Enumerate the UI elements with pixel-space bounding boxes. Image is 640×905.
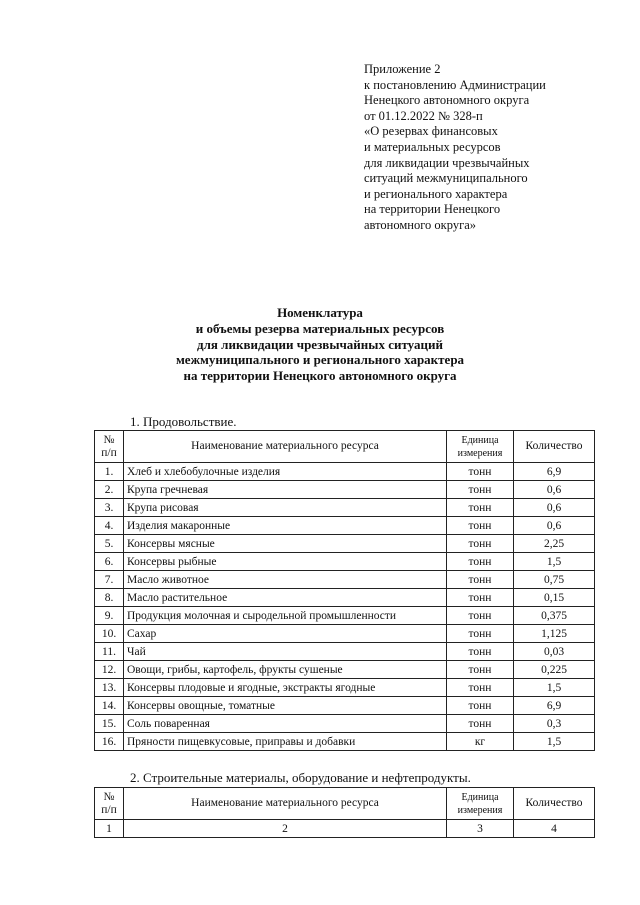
table-row: [95, 463, 595, 481]
row-unit: тонн: [447, 625, 514, 643]
row-quantity: 0,03: [514, 643, 595, 661]
row-name: Консервы рыбные: [124, 553, 447, 571]
header-unit-line1: Единица: [461, 791, 499, 803]
title-line: Номенклатура: [277, 305, 363, 320]
header-number: [95, 788, 124, 820]
table-row: [95, 679, 595, 697]
row-name: Пряности пищевкусовые, приправы и добавки: [124, 733, 447, 751]
column-number-row: [95, 820, 595, 838]
header-quantity: Количество: [514, 788, 595, 820]
column-number-4: 4: [514, 820, 595, 838]
row-number: 13.: [95, 679, 124, 697]
row-quantity: 1,5: [514, 679, 595, 697]
header-unit-line2: измерения: [457, 447, 503, 459]
row-unit: тонн: [447, 535, 514, 553]
header-name: Наименование материального ресурса: [124, 431, 447, 463]
title-line: на территории Ненецкого автономного округа: [183, 368, 457, 384]
appendix-line: автономного округа»: [364, 217, 477, 232]
row-unit: тонн: [447, 715, 514, 733]
row-unit: тонн: [447, 607, 514, 625]
row-number: 6.: [95, 553, 124, 571]
header-unit: [447, 431, 514, 463]
appendix-line: Ненецкого автономного округа: [364, 93, 530, 108]
row-unit: тонн: [447, 517, 514, 535]
table-row: [95, 499, 595, 517]
row-name: Чай: [124, 643, 447, 661]
row-unit: тонн: [447, 697, 514, 715]
header-unit-line2: измерения: [457, 804, 503, 816]
appendix-line: Приложение 2: [364, 62, 441, 76]
row-unit: тонн: [447, 571, 514, 589]
row-unit: кг: [447, 733, 514, 751]
row-name: Овощи, грибы, картофель, фрукты сушеные: [124, 661, 447, 679]
row-name: Соль поваренная: [124, 715, 447, 733]
row-quantity: 6,9: [514, 463, 595, 481]
title-line: и объемы резерва материальных ресурсов: [195, 320, 445, 336]
table-row: [95, 733, 595, 751]
row-quantity: 0,6: [514, 499, 595, 517]
row-quantity: 0,375: [514, 607, 595, 625]
appendix-block: [364, 62, 626, 234]
header-number: [95, 431, 124, 463]
header-number-line2: п/п: [101, 446, 117, 459]
section-2-heading: 2. Строительные материалы, оборудование и нефтепродукты.: [130, 770, 471, 785]
food-resources-table: [94, 430, 595, 751]
row-number: 15.: [95, 715, 124, 733]
row-quantity: 0,15: [514, 589, 595, 607]
row-number: 10.: [95, 625, 124, 643]
row-unit: тонн: [447, 589, 514, 607]
row-number: 11.: [95, 643, 124, 661]
header-number-line1: №: [103, 790, 115, 803]
row-number: 4.: [95, 517, 124, 535]
column-number-2: 2: [124, 820, 447, 838]
row-number: 1.: [95, 463, 124, 481]
document-title: [60, 305, 580, 384]
row-quantity: 6,9: [514, 697, 595, 715]
section-1-heading: 1. Продовольствие.: [130, 414, 237, 429]
row-number: 14.: [95, 697, 124, 715]
row-number: 5.: [95, 535, 124, 553]
row-name: Сахар: [124, 625, 447, 643]
row-quantity: 1,125: [514, 625, 595, 643]
row-name: Масло животное: [124, 571, 447, 589]
header-number-line2: п/п: [101, 803, 117, 816]
row-unit: тонн: [447, 463, 514, 481]
row-unit: тонн: [447, 661, 514, 679]
row-quantity: 1,5: [514, 553, 595, 571]
row-quantity: 0,6: [514, 481, 595, 499]
row-name: Консервы овощные, томатные: [124, 697, 447, 715]
table-row: [95, 517, 595, 535]
table-header-row: [95, 788, 595, 820]
table-row: [95, 535, 595, 553]
row-unit: тонн: [447, 499, 514, 517]
table-row: [95, 589, 595, 607]
construction-resources-table: [94, 787, 595, 838]
title-line: для ликвидации чрезвычайных ситуаций: [197, 336, 443, 352]
table-row: [95, 643, 595, 661]
row-name: Изделия макаронные: [124, 517, 447, 535]
table-row: [95, 481, 595, 499]
header-quantity: Количество: [514, 431, 595, 463]
row-unit: тонн: [447, 553, 514, 571]
table-row: [95, 625, 595, 643]
row-name: Продукция молочная и сыродельной промышленности: [124, 607, 447, 625]
row-name: Консервы плодовые и ягодные, экстракты ягодные: [124, 679, 447, 697]
appendix-line: для ликвидации чрезвычайных: [364, 155, 530, 170]
row-quantity: 0,225: [514, 661, 595, 679]
table-header-row: [95, 431, 595, 463]
header-unit-line1: Единица: [461, 434, 499, 446]
appendix-line: «О резервах финансовых: [364, 124, 498, 139]
appendix-line: и материальных ресурсов: [364, 139, 501, 154]
table-row: [95, 715, 595, 733]
row-name: Крупа рисовая: [124, 499, 447, 517]
row-number: 12.: [95, 661, 124, 679]
header-number-line1: №: [103, 433, 115, 446]
table-row: [95, 571, 595, 589]
row-number: 2.: [95, 481, 124, 499]
appendix-line: к постановлению Администрации: [364, 77, 546, 92]
row-number: 7.: [95, 571, 124, 589]
table-row: [95, 697, 595, 715]
row-quantity: 0,3: [514, 715, 595, 733]
appendix-line: от 01.12.2022 № 328-п: [364, 108, 483, 123]
table-row: [95, 661, 595, 679]
appendix-line: ситуаций межмуниципального: [364, 171, 528, 186]
table-row: [95, 553, 595, 571]
row-unit: тонн: [447, 481, 514, 499]
table-row: [95, 607, 595, 625]
row-name: Консервы мясные: [124, 535, 447, 553]
row-quantity: 0,6: [514, 517, 595, 535]
column-number-3: 3: [447, 820, 514, 838]
title-line: межмуниципального и регионального характера: [175, 352, 465, 368]
row-number: 9.: [95, 607, 124, 625]
appendix-line: и регионального характера: [364, 186, 508, 201]
row-unit: тонн: [447, 679, 514, 697]
row-quantity: 0,75: [514, 571, 595, 589]
row-number: 16.: [95, 733, 124, 751]
row-quantity: 2,25: [514, 535, 595, 553]
row-name: Хлеб и хлебобулочные изделия: [124, 463, 447, 481]
header-unit: [447, 788, 514, 820]
row-name: Крупа гречневая: [124, 481, 447, 499]
row-unit: тонн: [447, 643, 514, 661]
row-number: 8.: [95, 589, 124, 607]
row-name: Масло растительное: [124, 589, 447, 607]
row-number: 3.: [95, 499, 124, 517]
row-quantity: 1,5: [514, 733, 595, 751]
header-name: Наименование материального ресурса: [124, 788, 447, 820]
appendix-line: на территории Ненецкого: [364, 202, 501, 217]
column-number-1: 1: [95, 820, 124, 838]
